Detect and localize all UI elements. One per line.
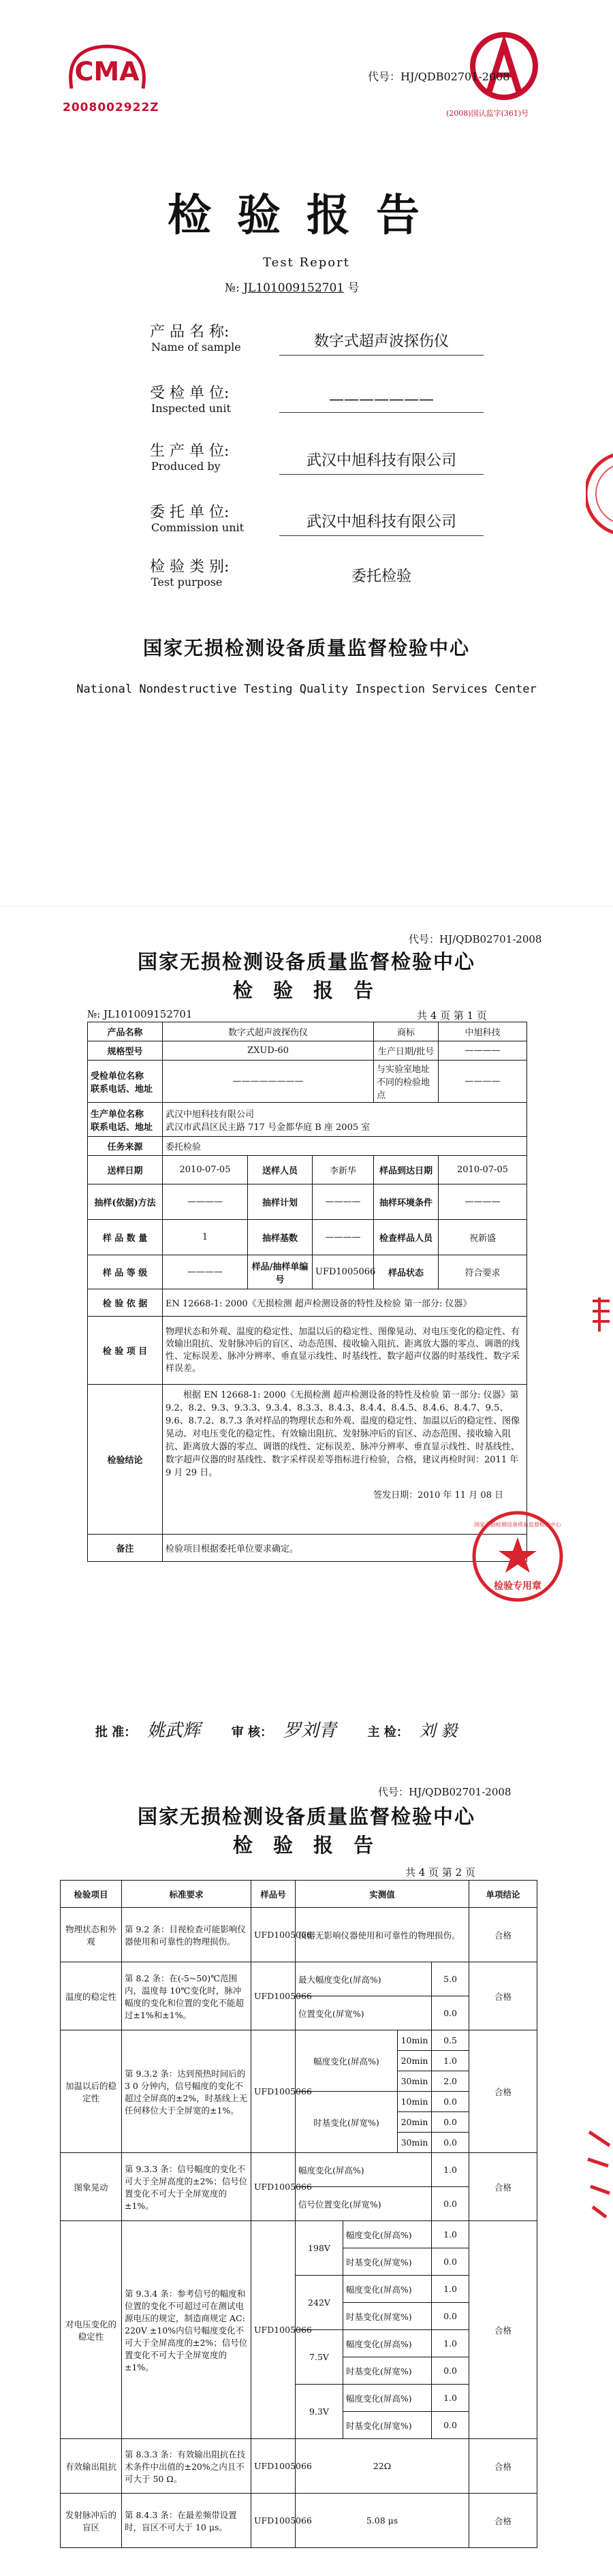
svg-text:CMA: CMA [74, 57, 140, 87]
inspection-seal-icon [470, 1509, 565, 1604]
field-test-purpose: 检 验 类 别: Test purpose 委托检验 [150, 559, 411, 588]
partial-seal-icon [586, 1294, 613, 1335]
cover-code: 代号：HJ/QDB02701-2008 [368, 70, 510, 83]
page2-page-count: 共 4 页 第 2 页 [405, 1866, 475, 1879]
partial-seal-icon [586, 450, 613, 538]
page1-page-count: 共 4 页 第 1 页 [417, 1009, 487, 1022]
cover-page [0, 0, 613, 899]
field-produced-by: 生 产 单 位: Produced by 武汉中旭科技有限公司 [136, 439, 518, 487]
cal-note: (2008)国认监字(361)号 [446, 109, 529, 118]
partial-seal-icon [582, 2125, 613, 2220]
reviewer-signature: 罗刘青 [283, 1721, 336, 1741]
cma-code: 2008002922Z [63, 101, 159, 114]
page1-org: 国家无损检测设备质量监督检验中心 [137, 950, 475, 973]
page2-title: 检 验 报 告 [232, 1834, 381, 1857]
center-name: 国家无损检测设备质量监督检验中心 [142, 637, 470, 659]
report-title: 检验报告 [168, 190, 445, 241]
page2-code: 代号：HJ/QDB02701-2008 [378, 1786, 512, 1798]
page2-org: 国家无损检测设备质量监督检验中心 [137, 1805, 475, 1828]
page1-report-no: №: JL101009152701 [87, 1008, 193, 1020]
report-number: №: JL101009152701 号 [225, 281, 360, 295]
field-product-name: 产 品 名 称: Name of sample 数字式超声波探伤仪 [136, 320, 518, 368]
center-name-en: National Nondestructive Testing Quality Inspection Services Center [76, 682, 537, 696]
cma-logo-icon [65, 41, 150, 95]
report-subtitle: Test Report [263, 255, 350, 270]
results-table: 检验项目 标准要求 样品号 实测值 单项结论 物理状态和外观 第 9.2 条：目视检查可能影响仪器使用和可靠性的物理损伤。 UFD1005066 仪器无影响仪器使用和可靠性的物理损伤。 合格 温度的稳定性 第 8.2 条：在(-5~50)℃范围内，温度每 10℃变化时，脉冲幅度的变化和位置的变化不能超过±1%和±1%。 UFD1005066 最大幅度变化(屏高%) 5.0 合格 位置变化(屏宽%) 0.0 加温以后的稳定性 第 9.3.2 条：达到预热时间后的 3 0 分钟内，信号幅度的变化不超过全屏高的±2%，时基线上无任何移位大于全屏宽的±1%。 UFD1005066 幅度变化(屏高%) 10min 0.5 合格 20min 1.0 30min 2.0 时基变化(屏宽%) 10min 0.0 20min 0.0 30min 0.0 图象晃动 第 9.3.3 条：信号幅度的变化不可大于全屏高度的±2%；信号位置变化不可大于全屏宽度的±1%。 UFD1005066 幅度变化(屏高%) 1.0 合格 信号位置变化(屏宽%) 0.0 对电压变化的稳定性 第 9.3.4 条：参考信号的幅度和位置的变化不可超过可在测试电源电压的规定，制造商规定 AC: 220V ±10%内信号幅度变化不可大于全屏高度的±2%；信号位置变化不可大于全屏宽度的±1%。 UFD1005066 198V 幅度变化(屏高%) 1.0 合格 时基变化(屏宽%) 0.0 242V 幅度变化(屏高%) 1.0 时基变化(屏宽%) 0.0 7.5V 幅度变化(屏高%) 1.0 时基变化(屏宽%) 0.0 9.3V 幅度变化(屏高%) 1.0 时基变化(屏宽%) 0.0 有效输出阻抗 第 8.3.3 条：有效输出阻抗在技术条件中出值的±20%之内且不可大于 50 Ω。 UFD1005066 22Ω 合格 发射脉冲后的盲区 第 8.4.3 条：在最差频带设置时，盲区不可大于 10 μs。 UFD1005066 5.08 μs 合格 [60, 1880, 537, 2548]
page1-title: 检 验 报 告 [232, 979, 381, 1002]
approver-signature: 姚武辉 [147, 1721, 201, 1741]
main-inspector-signature: 刘 毅 [419, 1721, 458, 1740]
signature-row: 批 准： 姚武辉 审 核： 罗刘青 主 检： 刘 毅 [95, 1721, 458, 1741]
svg-text:检验专用章: 检验专用章 [494, 1581, 541, 1592]
field-inspected-unit: 受 检 单 位: Inspected unit ——————— [136, 381, 518, 429]
field-commission-unit: 委 托 单 位: Commission unit 武汉中旭科技有限公司 [136, 501, 518, 548]
svg-text:国家无损检测设备质量监督检验中心: 国家无损检测设备质量监督检验中心 [474, 1522, 561, 1528]
summary-table: 产品名称 数字式超声波探伤仪 商标 中旭科技 规格型号 ZXUD-60 生产日期/批号 ———— 受检单位名称 联系电话、地址 ———————— 与实验室地址不同的检验地点 ———— 生产单位名称 联系电话、地址 武汉中旭科技有限公司 武汉市武昌区民主路 717 号金都华庭 B 座 2005 室 任务来源 委托检验 送样日期 2010-07-05 送样人员 李新华 样品到达日期 2010-07-05 抽样(依据)方法 ———— 抽样计划 ———— 抽样环境条件 ———— 样 品 数 量 1 抽样基数 ———— 检查样品人员 祝新盛 样 品 等 级 ———— 样品/抽样单编号 UFD1005066 样品状态 符合要求 检 验 依 据 EN 12668-1: 2000《无损检测 超声检测设备的特性及检验 第一部分: 仪器》 检 验 项 目 物理状态和外观、温度的稳定性、加温以后的稳定性、图像晃动、对电压变化的稳定性、有效输出阻抗、发射脉冲后的盲区、动态范围、接收输入阻抗、距离放大器的零点、调谐的线性、定标误差、脉冲分辨率、垂直显示线性、时基线性、数字超声仪器的时基线性、数字采样误差。 检验结论 根据 EN 12668-1: 2000《无损检测 超声检测设备的特性及检验 第一部分: 仪器》第 9.2、8.2、9.3、9.3.3、9.3.4、8.3.3、8.4.3、8.4.4、8.4.5、8.4.6、8.4.7、9.5、9.6、8.7.2、8.7.3 条对样品的物理状态和外观、温度的稳定性、加温以后的稳定性、图像晃动、对电压变化的稳定性、有效输出阻抗、发射脉冲后的盲区、动态范围、接收输入阻抗、距离放大器的零点、调谐的线性、定标误差、脉冲分辨率、垂直显示线性、时基线性、数字超声仪器的时基线性、数字采样误差等指标进行检验，合格，建议再检时间：2011 年 9 月 29 日。 签发日期：2010 年 11 月 08 日 备注 检验项目根据委托单位要求确定。 [87, 1022, 527, 1562]
page1-code: 代号：HJ/QDB02701-2008 [409, 933, 542, 945]
